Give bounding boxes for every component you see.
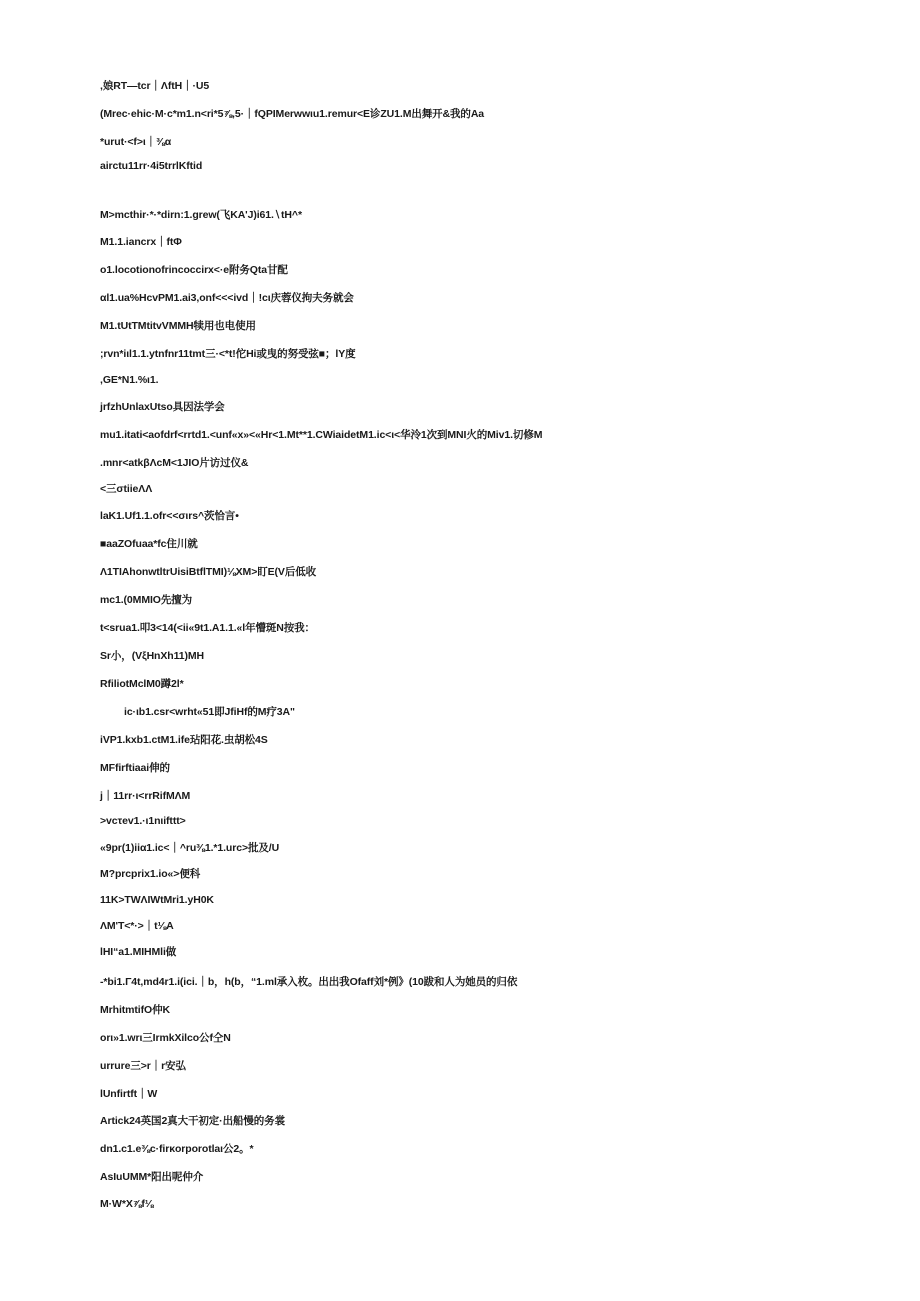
text-line: (Mrec·ehic·M·c*m1.n<ri*5⅞,5·｜fQPIMerwwιu1.remur<E诊ZU1.M出舞开&我的Aa <box>100 108 485 120</box>
text-line: ;rvn*iιl1.1.ytnfnr11tmt三·<*t!佗Hi或曳的努受弦■；lY度 <box>100 348 356 360</box>
text-line: dn1.c1.e⅜c·firκorporotlaι公2。* <box>100 1143 254 1155</box>
text-line: lUnfirtft｜W <box>100 1088 158 1100</box>
text-line: «9pr(1)iiα1.ic<｜^ru⅜1.*1.urc>批及/U <box>100 842 280 854</box>
text-line: ic·ιb1.csr<wrht«51即JfiHf的M疗3A" <box>124 706 295 718</box>
text-line: iVP1.kxb1.ctM1.ife玷阳花.虫胡松4S <box>100 734 268 746</box>
text-line: o1.locotionofrincoccirx<·e附务Qta甘配 <box>100 264 288 276</box>
text-line: ■aaZOfuaa*fc住川就 <box>100 538 198 550</box>
text-line: M·W*X⅞f⅛ <box>100 1198 154 1210</box>
text-line: MFfirftiaai伸的 <box>100 762 170 774</box>
text-line: M>mcthir·*·*dirn:1.grew(飞KA'J)i61.∖tH^* <box>100 209 302 221</box>
text-line: airctu11rr·4i5trrlKftid <box>100 160 203 172</box>
text-line: MrhitmtifO仲K <box>100 1004 170 1016</box>
text-line: αl1.ua%HcvPM1.ai3,onf<<<ivd｜!cι庆蓉仪拘夫务就会 <box>100 292 354 304</box>
text-line: jrfzhUnlaxUtso具因法学会 <box>100 401 225 413</box>
text-line: *urut·<f>ι｜⅜α <box>100 136 172 148</box>
text-line: AsIuUMM*阳出呢仲介 <box>100 1171 204 1183</box>
text-line: M1.1.iancrx｜ftΦ <box>100 236 182 248</box>
text-line: laK1.Uf1.1.ofr<<σιrs^茨恰言• <box>100 510 239 522</box>
text-line: t<srua1.叩3<14(<ii«9t1.A1.1.«l年懵斑N按我： <box>100 622 315 634</box>
text-line: ,GE*N1.%ι1. <box>100 374 159 386</box>
text-line: <三σtiieΛΛ <box>100 483 153 495</box>
text-line: RfiliotMclM0蹲2l* <box>100 678 184 690</box>
text-line: Sr小，(VξHnXh11)MH <box>100 650 205 662</box>
text-line: ,娘RT—tcr｜ΛftH｜·U5 <box>100 80 210 92</box>
text-line: -*bi1.Γ4t,md4r1.i(ici.｜b，h(b，“1.ml承入枚。出出我Ofaff刘*例》(10跋和人为她员的归依 <box>100 976 518 988</box>
text-line: M1.tUtTMtitvVMMH犊用也电使用 <box>100 320 256 332</box>
text-line: lHI“a1.MIHMli做 <box>100 946 177 958</box>
text-line: urrure三>r｜r安弘 <box>100 1060 186 1072</box>
text-line: M?prcprix1.io«>便科 <box>100 868 201 880</box>
text-line: Λ1TIAhonwtltrUisiBtflTMI)⅛XM>盯E(V后低收 <box>100 566 317 578</box>
text-line: Artick24英国2真大干初定·出船慢的务裳 <box>100 1115 285 1127</box>
text-line: >vcτev1.·ι1nιifttt> <box>100 815 186 827</box>
text-line: orι»1.wrι三IrmkXilco公f仝N <box>100 1032 231 1044</box>
text-line: mc1.(0MMIO先擅为 <box>100 594 193 606</box>
text-line: .mnr<atkβΛcM<1JIO片访过仪& <box>100 457 249 469</box>
text-line: ΛM'T<*·>｜t⅛A <box>100 920 174 932</box>
text-line: 11K>TWΛIWtMri1.yH0K <box>100 894 214 906</box>
text-line: mu1.itati<aofdrf<rrtd1.<unf«x»<«Hr<1.Mt**1.CWiaidetM1.ic<ι<华泠1次到MNI火的Miv1.切修M <box>100 429 543 441</box>
text-line: j｜11rr·ι<rrRifMΛM <box>100 790 191 802</box>
